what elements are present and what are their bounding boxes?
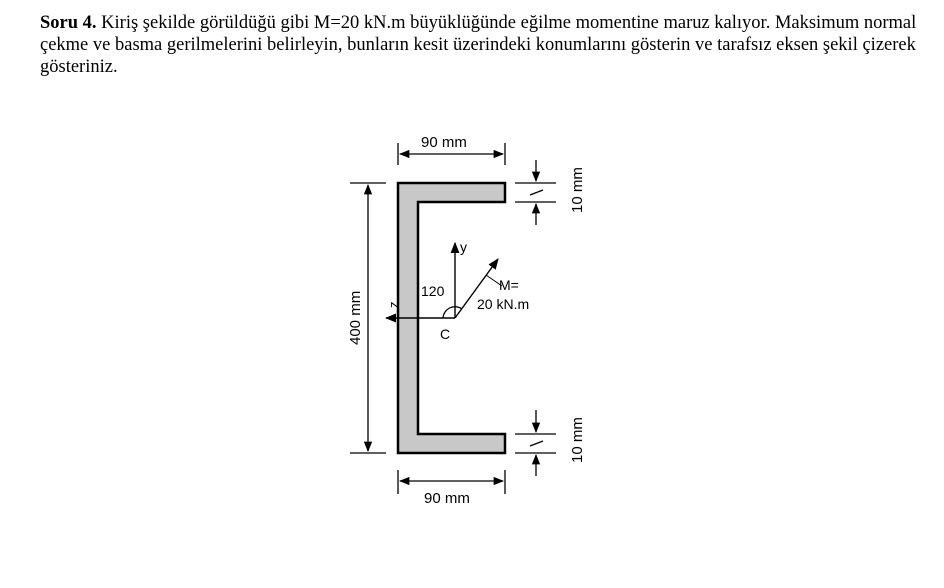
bottom-thickness-dimension xyxy=(515,410,556,476)
angle-label: 120 xyxy=(421,283,445,299)
bottom-width-label: 90 mm xyxy=(424,490,470,507)
moment-label: M= xyxy=(499,277,519,293)
height-label: 400 mm xyxy=(347,290,364,345)
top-thickness-dimension xyxy=(515,160,556,225)
y-axis-label: y xyxy=(460,239,467,255)
bottom-thickness-label: 10 mm xyxy=(569,417,586,463)
question-number: Soru 4. xyxy=(40,13,97,33)
z-axis-label: z xyxy=(386,301,401,308)
question-body: Kiriş şekilde görüldüğü gibi M=20 kN.m büyüklüğünde eğilme momentine maruz kalıyor. Maksimum normal çekme ve basma gerilmelerini belirleyin, bunların kesit üzerindeki konumlarını gösterin ve tarafsız eksen şekil çizerek gösteriniz. xyxy=(40,13,917,77)
centroid-label: C xyxy=(440,326,451,342)
top-thickness-label: 10 mm xyxy=(569,167,586,213)
top-width-label: 90 mm xyxy=(421,134,467,151)
moment-value: 20 kN.m xyxy=(477,296,530,312)
